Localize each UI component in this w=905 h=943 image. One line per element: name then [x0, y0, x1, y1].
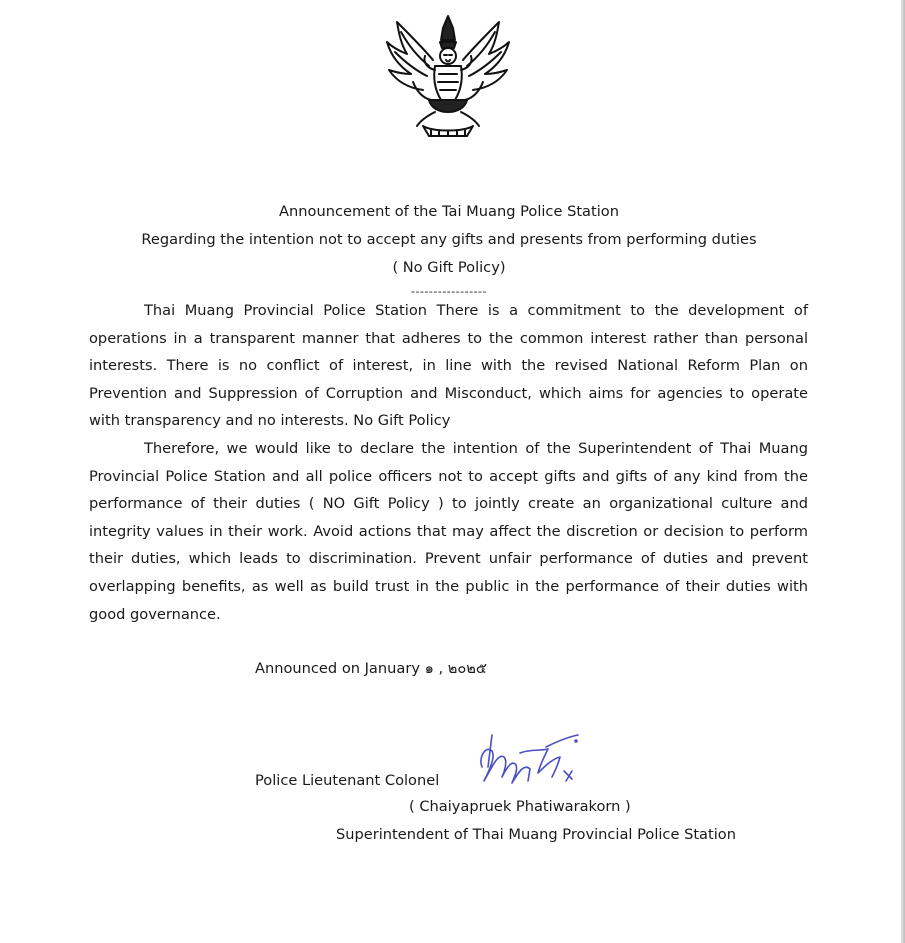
signatory-position: Superintendent of Thai Muang Provincial Police Station — [336, 826, 736, 843]
signatory-name: ( Chaiyapruek Phatiwarakorn ) — [409, 798, 631, 815]
title-line-3: ( No Gift Policy) — [392, 259, 506, 276]
page-edge — [901, 0, 905, 943]
garuda-emblem-icon — [383, 12, 513, 138]
title-divider: ----------------- — [411, 285, 487, 298]
announcement-body — [89, 297, 808, 628]
body-paragraph-1: Thai Muang Provincial Police Station There is a commitment to the development of operations in a transparent manner that adheres to the common interest rather than personal interests. There is no conflict of interest, in line with the revised National Reform Plan on Prevention and Suppression of Corruption and Misconduct, which aims for agencies to operate with transparency and no interests. No Gift Policy — [89, 302, 808, 430]
announcement-title — [90, 198, 808, 282]
signature-icon — [468, 727, 588, 793]
signatory-rank: Police Lieutenant Colonel — [255, 772, 440, 789]
title-line-2: Regarding the intention not to accept any gifts and presents from performing duties — [141, 231, 757, 248]
body-paragraph-2: Therefore, we would like to declare the intention of the Superintendent of Thai Muang Provincial Police Station and all police officers not to accept gifts and gifts of any kind from the performance of their duties ( NO Gift Policy ) to jointly create an organizational culture and integrity values in their work. Avoid actions that may affect the discretion or decision to perform their duties, which leads to discrimination. Prevent unfair performance of duties and prevent overlapping benefits, as well as build trust in the public in the performance of their duties with good governance. — [89, 439, 808, 623]
announcement-date: Announced on January ๑ , ๒๐๒๕ — [255, 660, 487, 677]
title-line-1: Announcement of the Tai Muang Police Station — [279, 203, 619, 220]
